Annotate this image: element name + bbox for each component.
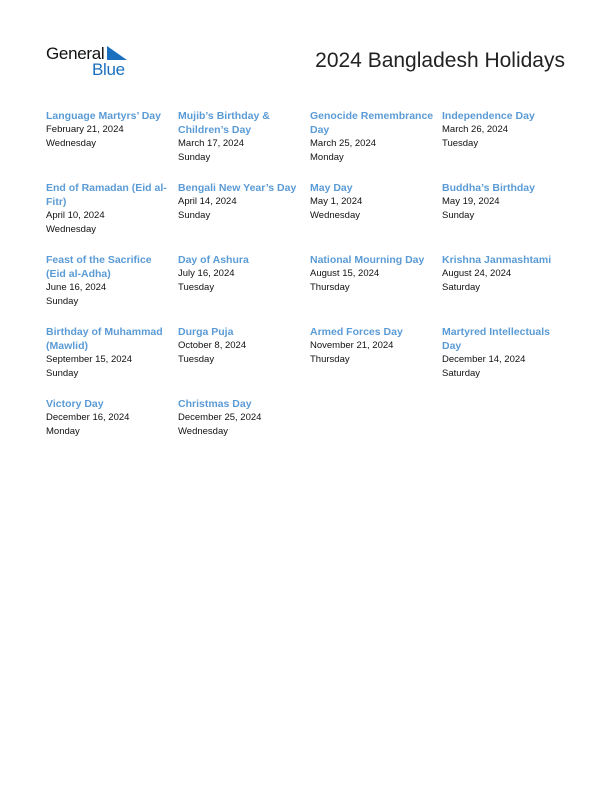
holiday-weekday: Wednesday: [178, 425, 228, 437]
holiday-name: End of Ramadan (Eid al-Fitr): [46, 182, 167, 208]
holiday-name: Mujib’s Birthday & Children’s Day: [178, 110, 270, 136]
holiday-entry: [442, 181, 578, 253]
holiday-name: Buddha’s Birthday: [442, 182, 535, 194]
holiday-entry: [442, 109, 578, 181]
holiday-entry: [46, 109, 178, 181]
holiday-weekday: Saturday: [442, 367, 481, 379]
holiday-weekday: Sunday: [442, 209, 475, 221]
holiday-name: Language Martyrs’ Day: [46, 110, 161, 122]
holiday-weekday: Monday: [310, 151, 344, 163]
holiday-grid: [46, 109, 578, 469]
holiday-name: Genocide Remembrance Day: [310, 110, 434, 136]
holiday-date: June 16, 2024: [46, 282, 107, 293]
logo-text-general: General: [46, 44, 105, 63]
holiday-entry: [442, 325, 578, 397]
holiday-entry: [310, 253, 442, 325]
holiday-weekday: Saturday: [442, 281, 481, 293]
holiday-entry: [178, 109, 310, 181]
holiday-entry: [178, 325, 310, 397]
holiday-name: Independence Day: [442, 110, 535, 122]
holiday-name: Feast of the Sacrifice (Eid al-Adha): [46, 254, 152, 280]
holiday-date: July 16, 2024: [178, 268, 235, 279]
holiday-date: November 21, 2024: [310, 340, 394, 351]
holiday-weekday: Wednesday: [46, 223, 96, 235]
holiday-entry: [46, 253, 178, 325]
holiday-entry: [178, 397, 310, 469]
holiday-weekday: Monday: [46, 425, 80, 437]
holiday-entry: [310, 181, 442, 253]
logo-text-blue: Blue: [92, 60, 125, 79]
holiday-entry: [442, 253, 578, 325]
holiday-weekday: Thursday: [310, 353, 350, 365]
holiday-date: March 25, 2024: [310, 138, 377, 149]
holiday-entry: [46, 397, 178, 469]
holiday-weekday: Tuesday: [178, 353, 215, 365]
page-title: 2024 Bangladesh Holidays: [315, 49, 565, 72]
holiday-date: December 16, 2024: [46, 412, 130, 423]
holiday-entry: [178, 253, 310, 325]
holiday-weekday: Sunday: [46, 295, 79, 307]
holiday-date: April 10, 2024: [46, 210, 105, 221]
holiday-weekday: Wednesday: [46, 137, 96, 149]
holiday-entry: [310, 325, 442, 397]
holiday-name: Bengali New Year’s Day: [178, 182, 297, 194]
holiday-weekday: Sunday: [178, 151, 211, 163]
logo-triangle-icon: [107, 46, 127, 60]
holiday-entry: [46, 181, 178, 253]
holiday-name: Victory Day: [46, 398, 104, 410]
generalblue-logo: [46, 44, 136, 80]
holiday-date: August 15, 2024: [310, 268, 380, 279]
holiday-weekday: Sunday: [46, 367, 79, 379]
holiday-name: May Day: [310, 182, 353, 194]
holiday-weekday: Sunday: [178, 209, 211, 221]
holiday-date: October 8, 2024: [178, 340, 247, 351]
holiday-date: September 15, 2024: [46, 354, 133, 365]
holiday-name: Day of Ashura: [178, 254, 249, 266]
holiday-name: Birthday of Muhammad (Mawlid): [46, 326, 163, 352]
holiday-date: August 24, 2024: [442, 268, 512, 279]
holiday-date: February 21, 2024: [46, 124, 124, 135]
holiday-date: December 25, 2024: [178, 412, 262, 423]
holiday-date: March 17, 2024: [178, 138, 245, 149]
holiday-name: Durga Puja: [178, 326, 234, 338]
holiday-weekday: Wednesday: [310, 209, 360, 221]
holiday-date: May 19, 2024: [442, 196, 500, 207]
holiday-name: National Mourning Day: [310, 254, 425, 266]
holiday-weekday: Thursday: [310, 281, 350, 293]
holiday-date: March 26, 2024: [442, 124, 509, 135]
holiday-date: May 1, 2024: [310, 196, 363, 207]
holiday-entry: [46, 325, 178, 397]
holiday-weekday: Tuesday: [178, 281, 215, 293]
holiday-name: Krishna Janmashtami: [442, 254, 552, 266]
holiday-date: April 14, 2024: [178, 196, 237, 207]
holiday-entry: [310, 109, 442, 181]
holiday-name: Christmas Day: [178, 398, 252, 410]
holiday-entry: [178, 181, 310, 253]
holiday-date: December 14, 2024: [442, 354, 526, 365]
holiday-name: Martyred Intellectuals Day: [442, 326, 550, 352]
holiday-weekday: Tuesday: [442, 137, 479, 149]
holiday-name: Armed Forces Day: [310, 326, 403, 338]
